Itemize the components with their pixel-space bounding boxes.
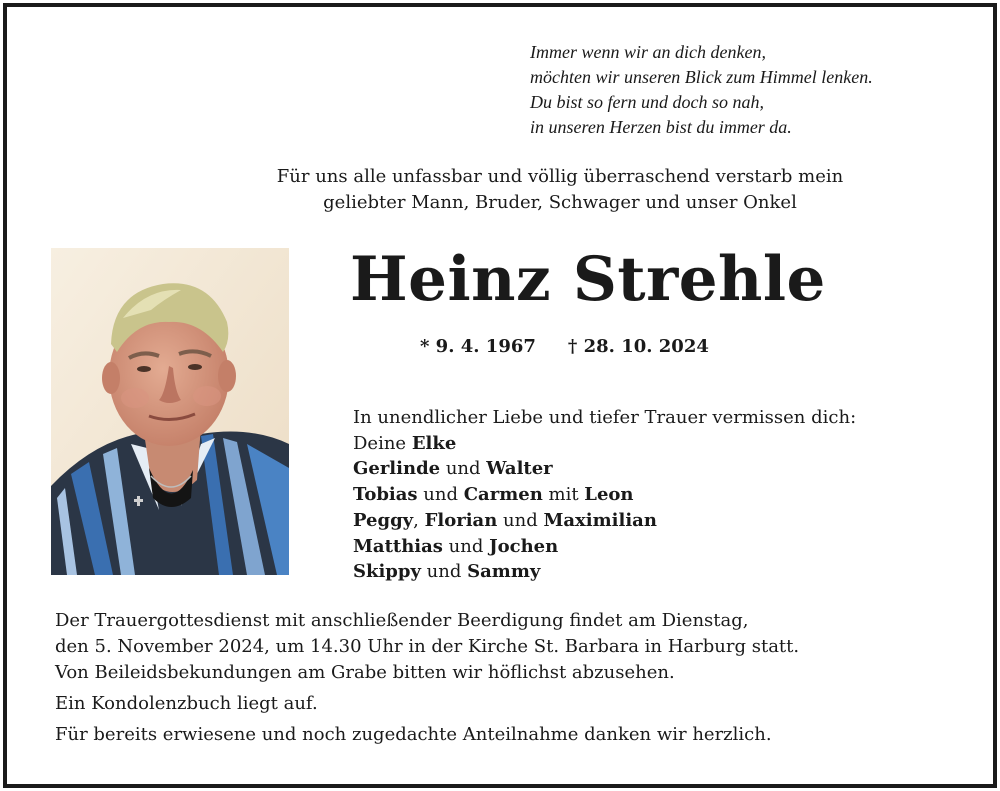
- mourner-line: [353, 431, 856, 457]
- life-dates: [420, 334, 709, 360]
- service-line: Der Trauergottesdienst mit anschließender Beerdigung findet am Dienstag,: [55, 610, 749, 631]
- condolence-book-note: Ein Kondolenzbuch liegt auf.: [55, 693, 318, 714]
- mourner-name: Elke: [411, 432, 457, 454]
- mourner-name: Tobias: [353, 484, 418, 506]
- mourners-list: [353, 405, 856, 585]
- mourner-name: Matthias: [353, 535, 443, 557]
- funeral-service-info: [55, 608, 799, 748]
- mourner-name: Walter: [486, 458, 553, 480]
- thanks-note: Für bereits erwiesene und noch zugedachte Anteilnahme danken wir herzlich.: [55, 724, 772, 745]
- mourner-name: Leon: [584, 484, 634, 506]
- mourners-intro: In unendlicher Liebe und tiefer Trauer vermissen dich:: [353, 407, 857, 428]
- deceased-name: Heinz Strehle: [350, 244, 826, 315]
- service-line: den 5. November 2024, um 14.30 Uhr in der Kirche St. Barbara in Harburg statt.: [55, 636, 800, 657]
- mourner-name: Maximilian: [543, 509, 657, 531]
- mourner-join: und: [440, 458, 487, 480]
- death-date: 28. 10. 2024: [583, 336, 709, 357]
- mourner-join: und: [420, 561, 468, 583]
- announcement-line: Für uns alle unfassbar und völlig überraschend verstarb mein: [276, 166, 844, 187]
- poem-line: in unseren Herzen bist du immer da.: [530, 117, 792, 137]
- mourner-name: Skippy: [353, 561, 421, 583]
- mourner-line: [353, 559, 856, 585]
- mourner-name: Sammy: [467, 561, 541, 583]
- mourner-join: ,: [413, 509, 425, 531]
- mourner-join: und: [417, 484, 464, 506]
- birth-date: * 9. 4. 1967: [420, 336, 536, 357]
- poem-line: Immer wenn wir an dich denken,: [530, 42, 766, 62]
- death-announcement: [180, 164, 940, 216]
- mourner-line: [353, 534, 856, 560]
- mourner-name: Jochen: [489, 535, 559, 557]
- service-line: Von Beileidsbekundungen am Grabe bitten wir höflichst abzusehen.: [55, 662, 675, 683]
- announcement-line: geliebter Mann, Bruder, Schwager und unser Onkel: [323, 192, 797, 213]
- mourner-name: Gerlinde: [353, 458, 441, 480]
- mourner-join: mit: [542, 484, 585, 506]
- mourner-join: und: [497, 509, 544, 531]
- mourner-join: und: [442, 535, 490, 557]
- mourner-line: [353, 482, 856, 508]
- memorial-poem: [530, 40, 873, 140]
- cross-icon: †: [567, 336, 578, 357]
- mourner-prefix: Deine: [353, 432, 412, 454]
- mourner-line: [353, 456, 856, 482]
- mourner-name: Florian: [424, 509, 498, 531]
- poem-line: Du bist so fern und doch so nah,: [530, 92, 764, 112]
- mourner-name: Peggy: [353, 509, 414, 531]
- mourner-name: Carmen: [463, 484, 543, 506]
- mourner-line: [353, 508, 856, 534]
- poem-line: möchten wir unseren Blick zum Himmel lenken.: [530, 67, 873, 87]
- portrait-photo: [51, 248, 289, 575]
